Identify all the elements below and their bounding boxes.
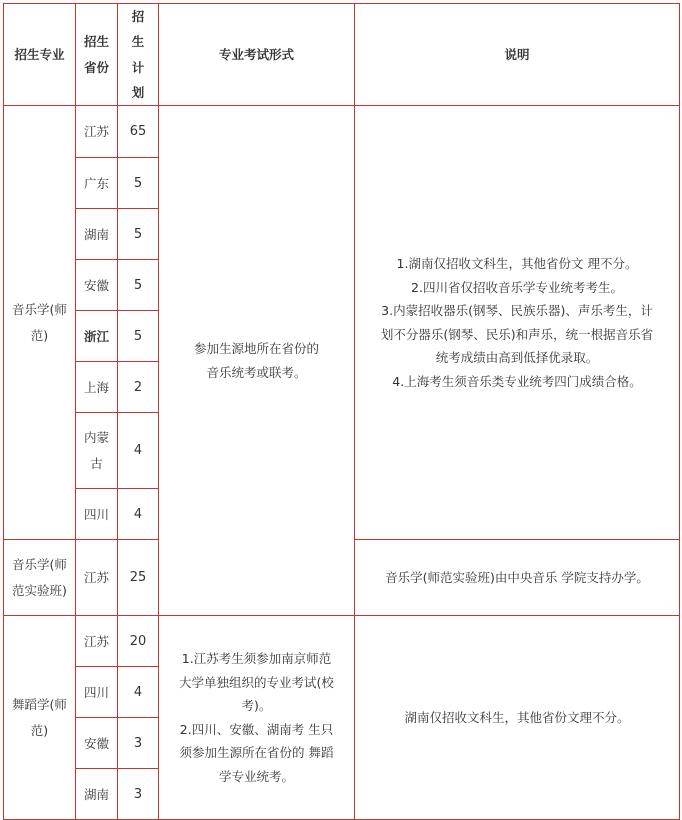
note-line: 划不分器乐(钢琴、民乐)和声乐，统一根据音乐省: [380, 326, 654, 342]
plan-cell: 5: [118, 260, 159, 311]
province-cell: 江苏: [76, 106, 118, 158]
major-cell: 舞蹈学(师范): [4, 616, 76, 820]
note-line: 3.内蒙招收器乐(钢琴、民族乐器)、声乐考生，计: [381, 303, 653, 319]
plan-cell: 4: [118, 667, 159, 718]
plan-cell: 25: [118, 540, 159, 616]
province-cell: 安徽: [76, 718, 118, 769]
note-cell: [355, 106, 680, 540]
exam-line: 参加生源地所在省份的: [193, 341, 319, 357]
plan-cell: 5: [118, 209, 159, 260]
header-province: 招生省份: [76, 4, 118, 106]
note-line: 4.上海考生须音乐类专业统考四门成绩合格。: [392, 373, 642, 389]
exam-line: 音乐统考或联考。: [206, 364, 307, 380]
plan-cell: 20: [118, 616, 159, 667]
header-exam: 专业考试形式: [159, 4, 355, 106]
note-cell: 湖南仅招收文科生，其他省份文理不分。: [355, 616, 680, 820]
note-line: 统考成绩由高到低择优录取。: [435, 350, 599, 366]
province-cell: 内蒙古: [76, 413, 118, 489]
exam-cell: [159, 616, 355, 820]
exam-cell: [159, 106, 355, 616]
province-cell: 四川: [76, 489, 118, 540]
note-line: 2.四川省仅招收音乐学专业统考考生。: [411, 279, 623, 295]
plan-cell: 5: [118, 158, 159, 209]
note-line: 1.湖南仅招收文科生，其他省份文 理不分。: [396, 256, 638, 272]
header-note: 说明: [355, 4, 680, 106]
province-cell: 广东: [76, 158, 118, 209]
plan-cell: 5: [118, 311, 159, 362]
exam-line: 大学单独组织的专业考试(校: [179, 674, 334, 690]
exam-line: 2.四川、安徽、湖南考 生只: [179, 721, 334, 737]
province-cell: 湖南: [76, 769, 118, 820]
exam-line: 学专业统考。: [218, 768, 294, 784]
province-cell: 上海: [76, 362, 118, 413]
plan-cell: 4: [118, 413, 159, 489]
exam-line: 须参加生源所在省份的 舞蹈: [179, 745, 334, 761]
table-row: [4, 106, 680, 158]
note-cell: 音乐学(师范实验班)由中央音乐 学院支持办学。: [355, 540, 680, 616]
header-major: 招生专业: [4, 4, 76, 106]
province-cell: 浙江: [76, 311, 118, 362]
province-cell: 四川: [76, 667, 118, 718]
major-cell: 音乐学(师范实验班): [4, 540, 76, 616]
plan-cell: 3: [118, 718, 159, 769]
province-cell: 江苏: [76, 616, 118, 667]
table-row: [4, 616, 680, 667]
exam-line: 1.江苏考生须参加南京师范: [181, 651, 332, 667]
plan-cell: 2: [118, 362, 159, 413]
province-cell: 江苏: [76, 540, 118, 616]
plan-cell: 4: [118, 489, 159, 540]
admission-plan-table: [3, 3, 680, 820]
province-cell: 安徽: [76, 260, 118, 311]
header-row: [4, 4, 680, 106]
exam-line: 考)。: [241, 698, 272, 714]
province-cell: 湖南: [76, 209, 118, 260]
plan-cell: 65: [118, 106, 159, 158]
major-cell: 音乐学(师范): [4, 106, 76, 540]
plan-cell: 3: [118, 769, 159, 820]
header-plan: 招生计划: [118, 4, 159, 106]
